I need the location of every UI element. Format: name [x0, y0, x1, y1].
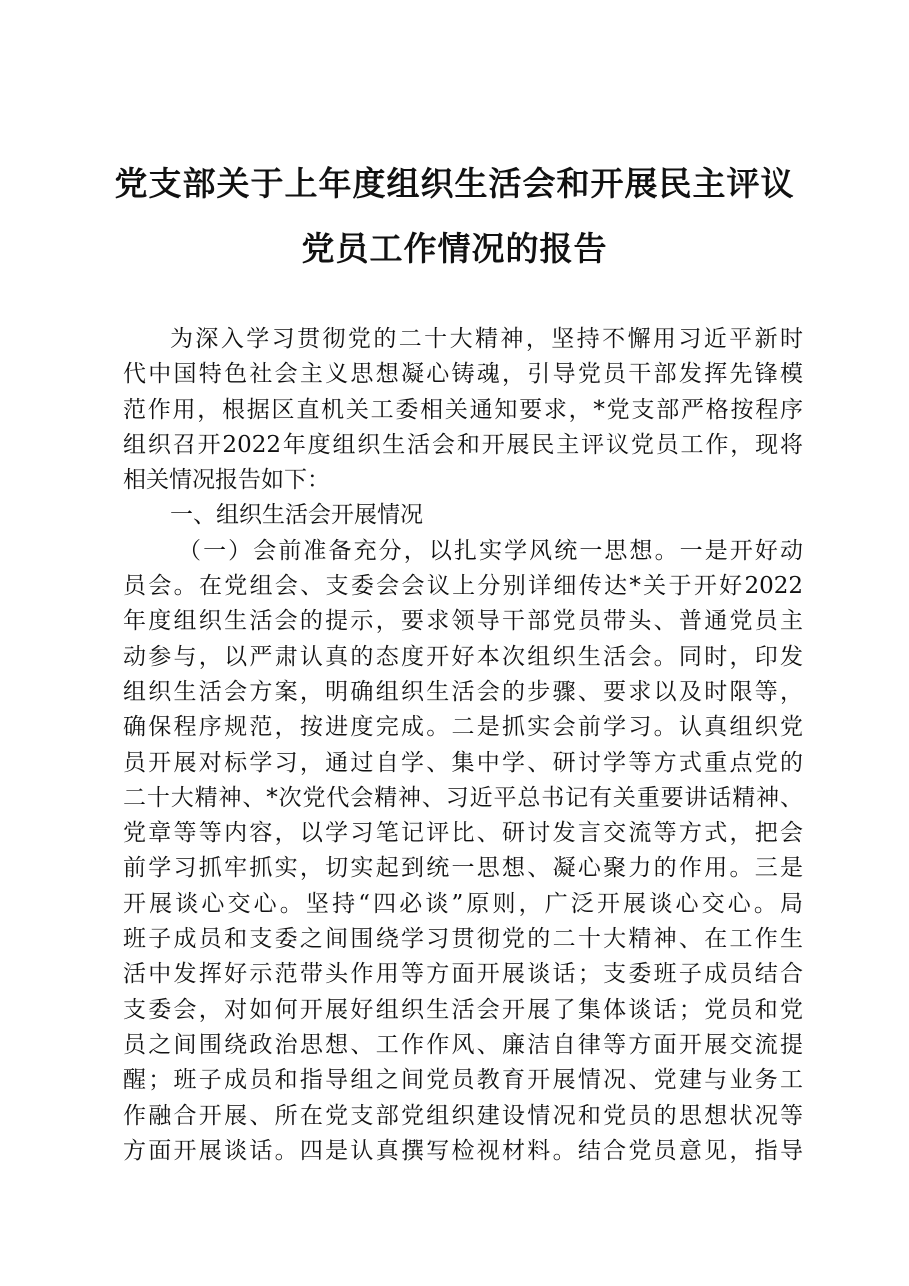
- body-line: 方面开展谈话。四是认真撰写检视材料。结合党员意见，指导: [123, 1137, 803, 1164]
- body-line: 确保程序规范，按进度完成。二是抓实会前学习。认真组织党: [123, 714, 803, 741]
- body-line: 代中国特色社会主义思想凝心铸魂，引导党员干部发挥先锋模: [123, 361, 803, 388]
- document-title-line-1: 党支部关于上年度组织生活会和开展民主评议: [114, 164, 795, 203]
- body-line: 党章等等内容，以学习笔记评比、研讨发言交流等方式，把会: [123, 820, 803, 847]
- body-line: 班子成员和支委之间围绕学习贯彻党的二十大精神、在工作生: [123, 926, 803, 953]
- document-body: [123, 322, 803, 1169]
- body-line: 前学习抓牢抓实，切实起到统一思想、凝心聚力的作用。三是: [123, 855, 803, 882]
- section-heading: 一、组织生活会开展情况: [170, 502, 423, 529]
- body-line: 员会。在党组会、支委会会议上分别详细传达*关于开好2022: [123, 573, 803, 600]
- body-line: 开展谈心交心。坚持“四必谈”原则，广泛开展谈心交心。局: [123, 890, 803, 917]
- body-line: 组织生活会方案，明确组织生活会的步骤、要求以及时限等，: [123, 678, 803, 705]
- body-line: （一）会前准备充分，以扎实学风统一思想。一是开好动: [178, 537, 803, 564]
- body-line: 作融合开展、所在党支部党组织建设情况和党员的思想状况等: [123, 1102, 803, 1129]
- body-line: 员开展对标学习，通过自学、集中学、研讨学等方式重点党的: [123, 749, 803, 776]
- body-line: 范作用，根据区直机关工委相关通知要求，*党支部严格按程序: [123, 396, 803, 423]
- body-line: 醒；班子成员和指导组之间党员教育开展情况、党建与业务工: [123, 1067, 803, 1094]
- body-line: 员之间围绕政治思想、工作作风、廉洁自律等方面开展交流提: [123, 1031, 803, 1058]
- body-line: 活中发挥好示范带头作用等方面开展谈话；支委班子成员结合: [123, 961, 803, 988]
- document-title-line-2: 党员工作情况的报告: [301, 229, 608, 268]
- body-line: 相关情况报告如下：: [123, 467, 330, 494]
- body-line: 动参与，以严肃认真的态度开好本次组织生活会。同时，印发: [123, 643, 803, 670]
- body-line: 为深入学习贯彻党的二十大精神，坚持不懈用习近平新时: [170, 326, 803, 352]
- body-line: 年度组织生活会的提示，要求领导干部党员带头、普通党员主: [123, 608, 803, 635]
- body-line: 二十大精神、*次党代会精神、习近平总书记有关重要讲话精神、: [123, 784, 803, 811]
- body-line: 组织召开2022年度组织生活会和开展民主评议党员工作，现将: [123, 431, 803, 458]
- body-line: 支委会，对如何开展好组织生活会开展了集体谈话；党员和党: [123, 996, 803, 1023]
